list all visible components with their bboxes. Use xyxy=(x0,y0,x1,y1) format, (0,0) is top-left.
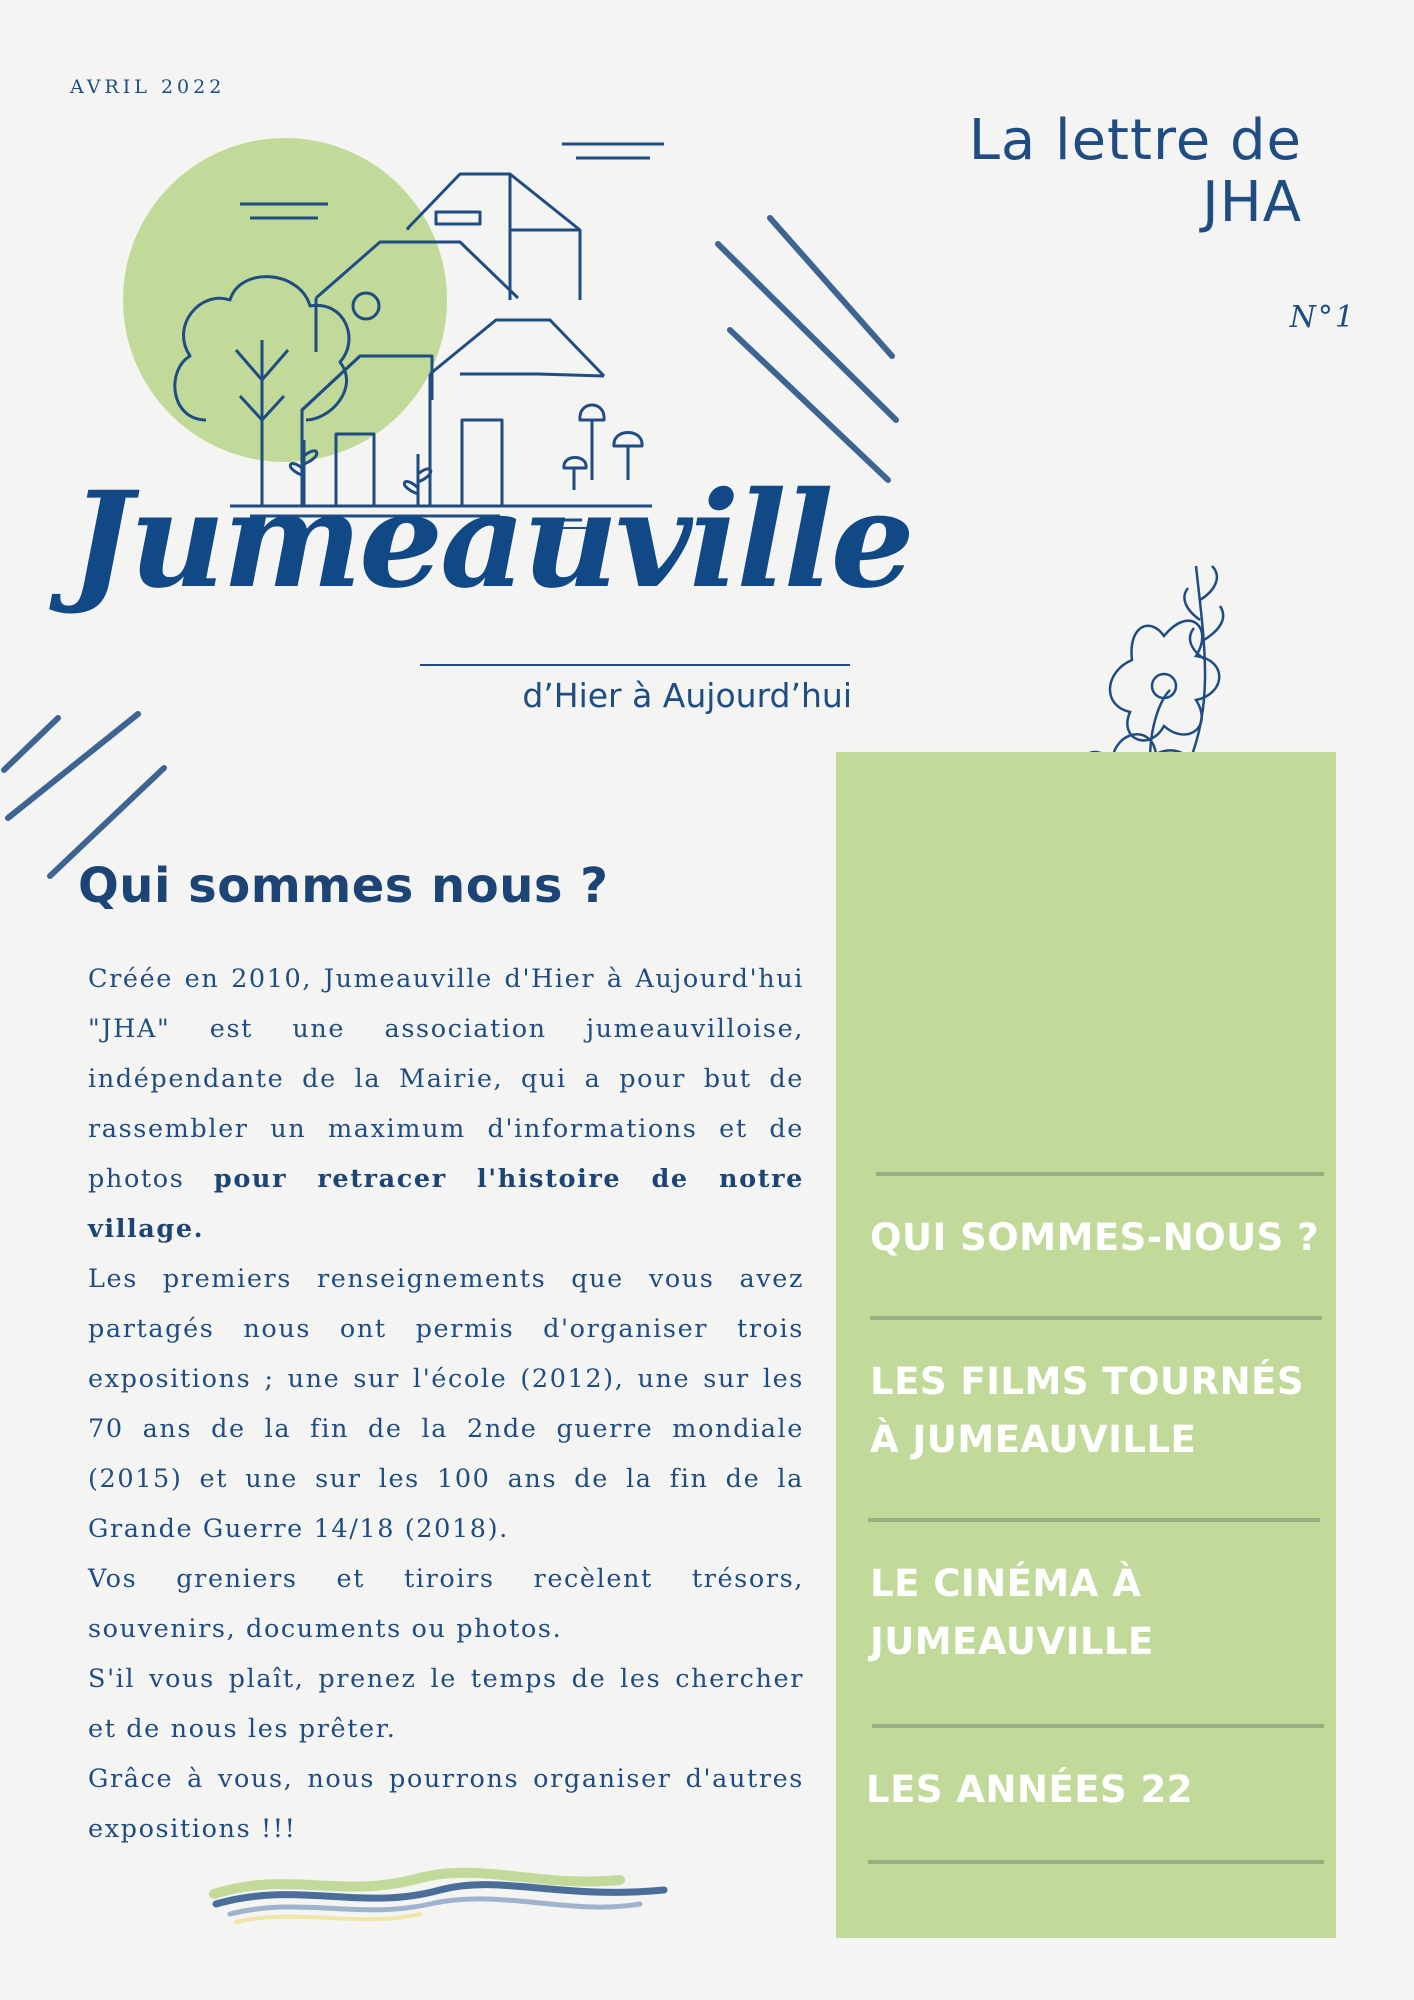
brand-tagline: d’Hier à Aujourd’hui xyxy=(522,676,852,715)
newsletter-title-line1: La lettre de xyxy=(968,108,1302,173)
toc-divider xyxy=(868,1860,1324,1864)
newsletter-title-line2: JHA xyxy=(1202,170,1302,235)
about-title: Qui sommes nous ? xyxy=(78,858,609,914)
toc-item-line: LE CINÉMA À xyxy=(870,1562,1142,1605)
about-paragraph-4: S'il vous plaît, prenez le temps de les chercher et de nous les prêter. xyxy=(88,1664,804,1744)
toc-item-annees-22[interactable] xyxy=(866,1761,1326,1819)
about-paragraph-3: Vos greniers et tiroirs recèlent trésors, souvenirs, documents ou photos. xyxy=(88,1564,804,1644)
about-paragraph-1 xyxy=(88,954,804,1254)
toc-divider xyxy=(870,1316,1322,1320)
about-paragraph-2: Les premiers renseignements que vous avez partagés nous ont permis d'organiser trois expositions ; une sur l'école (2012), une sur les 70 ans de la fin de la 2nde guerre mondiale (2015) et une sur les 100 ans de la fin de la Grande Guerre 14/18 (2018). xyxy=(88,1264,804,1544)
about-paragraph-1-text: Créée en 2010, Jumeauville d'Hier à Aujourd'hui "JHA" est une association jumeauvilloise, indépendante de la Mairie, qui a pour but de rassembler un maximum d'informations et de photos xyxy=(88,964,804,1194)
toc-item-line: QUI SOMMES-NOUS ? xyxy=(870,1216,1320,1259)
toc-item-line: À JUMEAUVILLE xyxy=(870,1418,1197,1461)
toc-divider xyxy=(876,1172,1324,1176)
issue-date: AVRIL 2022 xyxy=(70,76,226,98)
toc-item-line: LES ANNÉES 22 xyxy=(866,1768,1194,1811)
about-paragraph-5: Grâce à vous, nous pourrons organiser d'autres expositions !!! xyxy=(88,1764,804,1844)
toc-item-line: JUMEAUVILLE xyxy=(870,1620,1154,1663)
toc-item-line: LES FILMS TOURNÉS xyxy=(870,1360,1304,1403)
toc-item-cinema[interactable] xyxy=(870,1555,1330,1671)
issue-number: N°1 xyxy=(1289,300,1356,335)
toc-divider xyxy=(868,1518,1320,1522)
brand-name: Jumeauville xyxy=(70,463,912,618)
about-paragraph-1-emphasis: pour retracer l'histoire de notre village. xyxy=(88,1164,805,1244)
toc-divider xyxy=(872,1724,1324,1728)
about-body xyxy=(88,954,804,1854)
toc-item-films-tournes[interactable] xyxy=(870,1353,1330,1469)
toc-item-qui-sommes-nous[interactable] xyxy=(870,1209,1330,1267)
